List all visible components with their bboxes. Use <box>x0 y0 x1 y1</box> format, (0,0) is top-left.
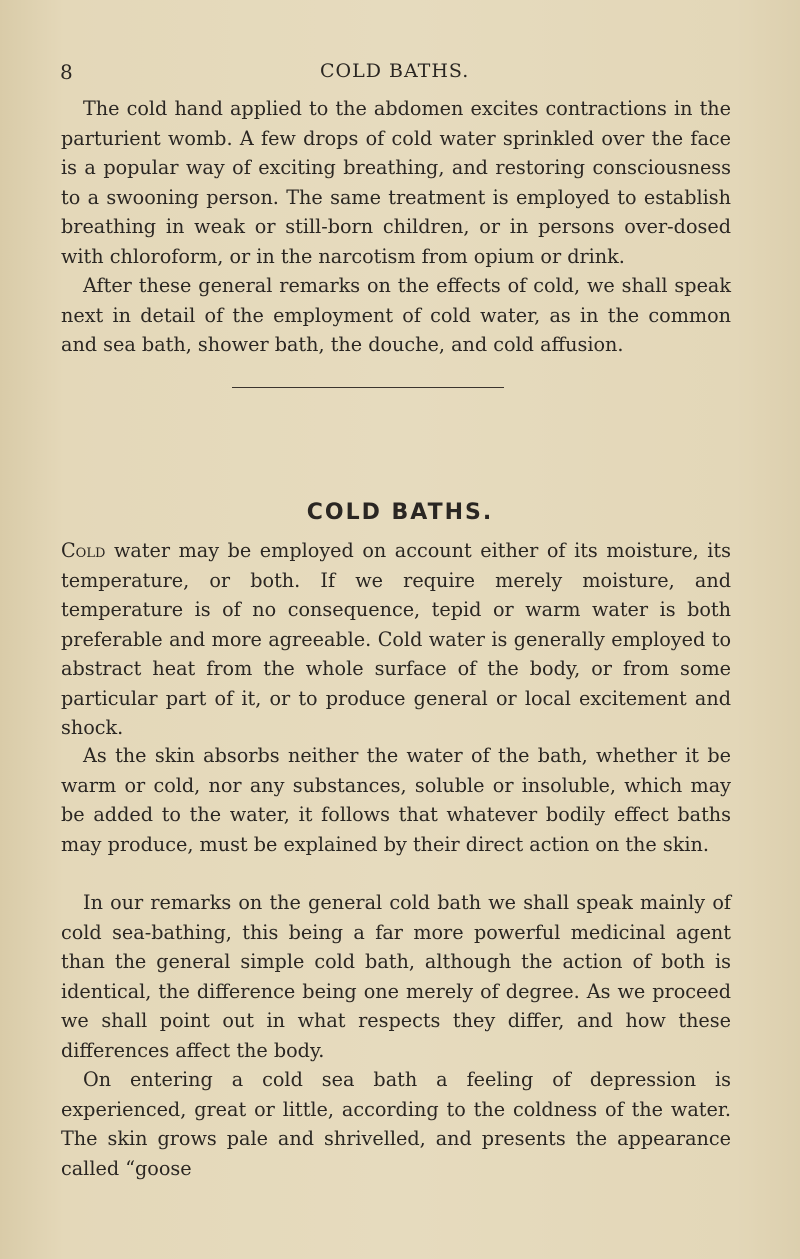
paragraph-sea-bathing: In our remarks on the general cold bath we shall speak mainly of cold sea-bathing, this being a far more powerful medicinal agent than the general simple cold bath, although the action of both is identical, the difference being one merely of degree. As we proceed we shall point out in what respects they differ, and how these differences affect the body. <box>61 891 731 1062</box>
paragraph-lead-word: Cold <box>61 539 106 562</box>
page-number: 8 <box>60 60 74 84</box>
paragraph-cold-water-body: water may be employed on account either of its moisture, its temperature, or both. If we require merely moisture, and temperature is of no consequence, tepid or warm water is both preferable and more agreeable. Cold water is generally employed to abstract heat from the whole surface of the body, or from some particular part of it, or to produce general or local excitement and shock. <box>61 539 731 739</box>
running-title: COLD BATHS. <box>320 60 470 82</box>
paragraph-general-remarks: After these general remarks on the effects of cold, we shall speak next in detail of the employment of cold water, as in the common and sea bath, shower bath, the douche, and cold affusion. <box>61 274 731 356</box>
paragraph-skin-absorbs: As the skin absorbs neither the water of the bath, whether it be warm or cold, nor any substances, soluble or insoluble, which may be added to the water, it follows that whatever bodily effect baths may produce, must be explained by their direct action on the skin. <box>61 744 731 856</box>
paragraph-cold-hand: The cold hand applied to the abdomen excites contractions in the parturient womb. A few drops of cold water sprinkled over the face is a popular way of exciting breathing, and restoring consciousness to a swooning person. The same treatment is employed to establish breathing in weak or still-born children, or in persons over-dosed with chloroform, or in the narcotism from opium or drink. <box>61 97 731 268</box>
section-heading: COLD BATHS. <box>306 500 494 525</box>
section-divider <box>232 387 504 388</box>
paragraph-entering-bath: On entering a cold sea bath a feeling of depression is experienced, great or little, according to the coldness of the water. The skin grows pale and shrivelled, and presents the appearance called “goose <box>61 1068 731 1180</box>
paragraph-cold-water <box>61 536 731 743</box>
running-head <box>60 60 740 90</box>
